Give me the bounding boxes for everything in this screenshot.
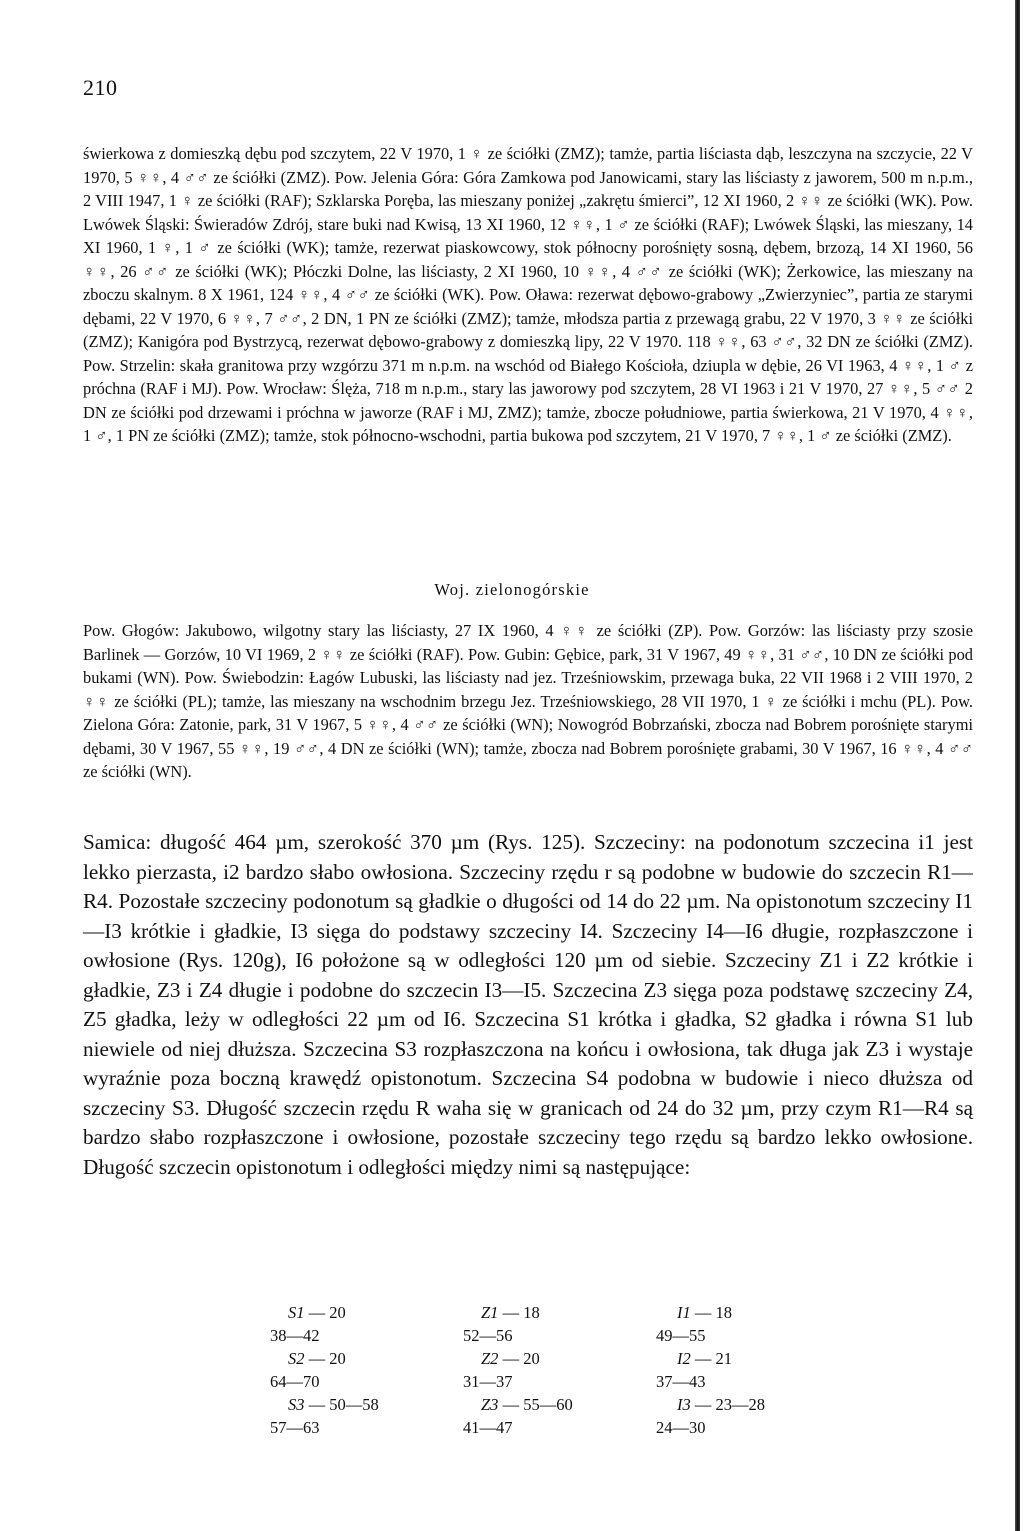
measure-z1 [481, 1303, 540, 1323]
seta-name: I2 [677, 1349, 691, 1368]
seta-name: S2 [288, 1349, 305, 1368]
species-description-paragraph: Samica: długość 464 µm, szerokość 370 µm (Rys. 125). Szczeciny: na podonotum szczecina i1 jest lekko pierzasta, i2 bardzo słabo owłosiona. Szczeciny rzędu r są podobne w budowie do szczecin R1—R4. Pozostałe szczeciny podonotum są gładkie o długości od 14 do 22 µm. Na opistonotum szczeciny I1—I3 krótkie i gładkie, I3 sięga do podstawy szczeciny I4. Szczeciny I4—I6 długie, rozpłaszczone i owłosione (Rys. 120g), I6 położone są w odległości 120 µm od siebie. Szczeciny Z1 i Z2 krótkie i gładkie, Z3 i Z4 długie i podobne do szczecin I3—I5. Szczecina Z3 sięga poza podstawę szczeciny Z4, Z5 gładka, leży w odległości 22 µm od I6. Szczecina S1 krótka i gładka, S2 gładka i równa S1 lub niewiele od niej dłuższa. Szczecina S3 rozpłaszczona na końcu i owłosiona, tak długa jak Z3 i wystaje wyraźnie poza boczną krawędź opistonotum. Szczecina S4 podobna w budowie i nieco dłuższa od szczeciny S3. Długość szczecin rzędu R waha się w granicach od 24 do 32 µm, przy czym R1—R4 są bardzo słabo rozpłaszczone i owłosione, pozostałe szczeciny tego rzędu są bardzo lekko owłosione. Długość szczecin opistonotum i odległości między nimi są następujące: [83, 830, 973, 1179]
locality-records-paragraph: świerkowa z domieszką dębu pod szczytem, 22 V 1970, 1 ♀ ze ściółki (ZMZ); tamże, partia liściasta dąb, leszczyna na szczycie, 22 V 1970, 5 ♀♀, 4 ♂♂ ze ściółki (ZMZ). Pow. Jelenia Góra: Góra Zamkowa pod Janowicami, stary las liściasty z jaworem, 500 m n.p.m., 2 VIII 1947, 1 ♀ ze ściółki (RAF); Szklarska Poręba, las mieszany poniżej „zakrętu śmierci”, 12 XI 1960, 2 ♀♀ ze ściółki (WK). Pow. Lwówek Śląski: Świeradów Zdrój, stare buki nad Kwisą, 13 XI 1960, 12 ♀♀, 1 ♂ ze ściółki (RAF); Lwówek Śląski, las mieszany, 14 XI 1960, 1 ♀, 1 ♂ ze ściółki (WK); tamże, rezerwat piaskowcowy, stok północny porośnięty sosną, dębem, brzozą, 14 XI 1960, 56 ♀♀, 26 ♂♂ ze ściółki (WK); Płóczki Dolne, las liściasty, 2 XI 1960, 10 ♀♀, 4 ♂♂ ze ściółki (WK); Żerkowice, las mieszany na zboczu skalnym. 8 X 1961, 124 ♀♀, 4 ♂♂ ze ściółki (WK). Pow. Oława: rezerwat dębowo-grabowy „Zwierzyniec”, partia ze starymi dębami, 22 V 1970, 6 ♀♀, 7 ♂♂, 2 DN, 1 PN ze ściółki (ZMZ); tamże, młodsza partia z przewagą grabu, 22 V 1970, 3 ♀♀ ze ściółki (ZMZ); Kanigóra pod Bystrzycą, rezerwat dębowo-grabowy z domieszką lipy, 22 V 1970. 118 ♀♀, 63 ♂♂, 32 DN ze ściółki (ZMZ). Pow. Strzelin: skała granitowa przy wzgórzu 371 m n.p.m. na wschód od Białego Kościoła, dziupla w dębie, 26 VI 1963, 4 ♀♀, 1 ♂ z próchna (RAF i MJ). Pow. Wrocław: Ślęża, 718 m n.p.m., stary las jaworowy pod szczytem, 28 VI 1963 i 21 V 1970, 27 ♀♀, 5 ♂♂ 2 DN ze ściółki pod drzewami i próchna w jaworze (RAF i MJ, ZMZ); tamże, zbocze południowe, partia świerkowa, 21 V 1970, 4 ♀♀, 1 ♂, 1 PN ze ściółki (ZMZ); tamże, stok północno-wschodni, partia bukowa pod szczytem, 21 V 1970, 7 ♀♀, 1 ♂ ze ściółki (ZMZ). [83, 144, 973, 445]
measure-i3 [677, 1395, 765, 1415]
seta-name: S3 [288, 1395, 305, 1414]
page-number: 210 [83, 75, 118, 100]
seta-name: Z1 [481, 1303, 499, 1322]
measure-z2 [481, 1349, 540, 1369]
distance-s2-s3: 64—70 [270, 1372, 320, 1391]
seta-name: I3 [677, 1395, 691, 1414]
seta-value: — 18 [694, 1303, 732, 1322]
measure-s2 [288, 1349, 346, 1369]
seta-name: Z3 [481, 1395, 499, 1414]
distance-z3-z4: 41—47 [463, 1418, 513, 1437]
distance-i3-i4: 24—30 [656, 1418, 706, 1437]
seta-value: — 20 [308, 1349, 346, 1368]
distance-s3-s4: 57—63 [270, 1418, 320, 1437]
section-heading: Woj. zielonogórskie [434, 580, 590, 599]
page-edge-line [1015, 0, 1020, 1531]
measure-z3 [481, 1395, 573, 1415]
distance-s1-s2: 38—42 [270, 1326, 320, 1345]
seta-value: — 23—28 [694, 1395, 765, 1414]
seta-value: — 50—58 [308, 1395, 379, 1414]
distance-i2-i3: 37—43 [656, 1372, 706, 1391]
seta-value: — 21 [694, 1349, 732, 1368]
seta-name: Z2 [481, 1349, 499, 1368]
seta-name: I1 [677, 1303, 691, 1322]
distance-i1-i2: 49—55 [656, 1326, 706, 1345]
seta-value: — 18 [502, 1303, 540, 1322]
distance-z2-z3: 31—37 [463, 1372, 513, 1391]
distance-z1-z2: 52—56 [463, 1326, 513, 1345]
locality-records-paragraph-2: Pow. Głogów: Jakubowo, wilgotny stary las liściasty, 27 IX 1960, 4 ♀♀ ze ściółki (ZP). Pow. Gorzów: las liściasty przy szosie Barlinek — Gorzów, 10 VI 1969, 2 ♀♀ ze ściółki (RAF). Pow. Gubin: Gębice, park, 31 V 1967, 49 ♀♀, 31 ♂♂, 10 DN ze ściółki pod bukami (WN). Pow. Świebodzin: Łagów Lubuski, las liściasty nad jez. Trześniowskim, przewaga buka, 22 VII 1968 i 2 VIII 1970, 2 ♀♀ ze ściółki (PL); tamże, las mieszany na wschodnim brzegu Jez. Trześniowskiego, 28 VII 1970, 1 ♀ ze ściółki i mchu (PL). Pow. Zielona Góra: Zatonie, park, 31 V 1967, 5 ♀♀, 4 ♂♂ ze ściółki (WN); Nowogród Bobrzański, zbocza nad Bobrem porośnięte starymi dębami, 30 V 1967, 55 ♀♀, 19 ♂♂, 4 DN ze ściółki (WN); tamże, zbocza nad Bobrem porośnięte grabami, 30 V 1967, 16 ♀♀, 4 ♂♂ ze ściółki (WN). [83, 621, 973, 781]
seta-value: — 20 [308, 1303, 346, 1322]
measure-s3 [288, 1395, 379, 1415]
seta-value: — 55—60 [502, 1395, 573, 1414]
seta-name: S1 [288, 1303, 305, 1322]
measure-s1 [288, 1303, 346, 1323]
measure-i1 [677, 1303, 732, 1323]
seta-value: — 20 [502, 1349, 540, 1368]
measure-i2 [677, 1349, 732, 1369]
